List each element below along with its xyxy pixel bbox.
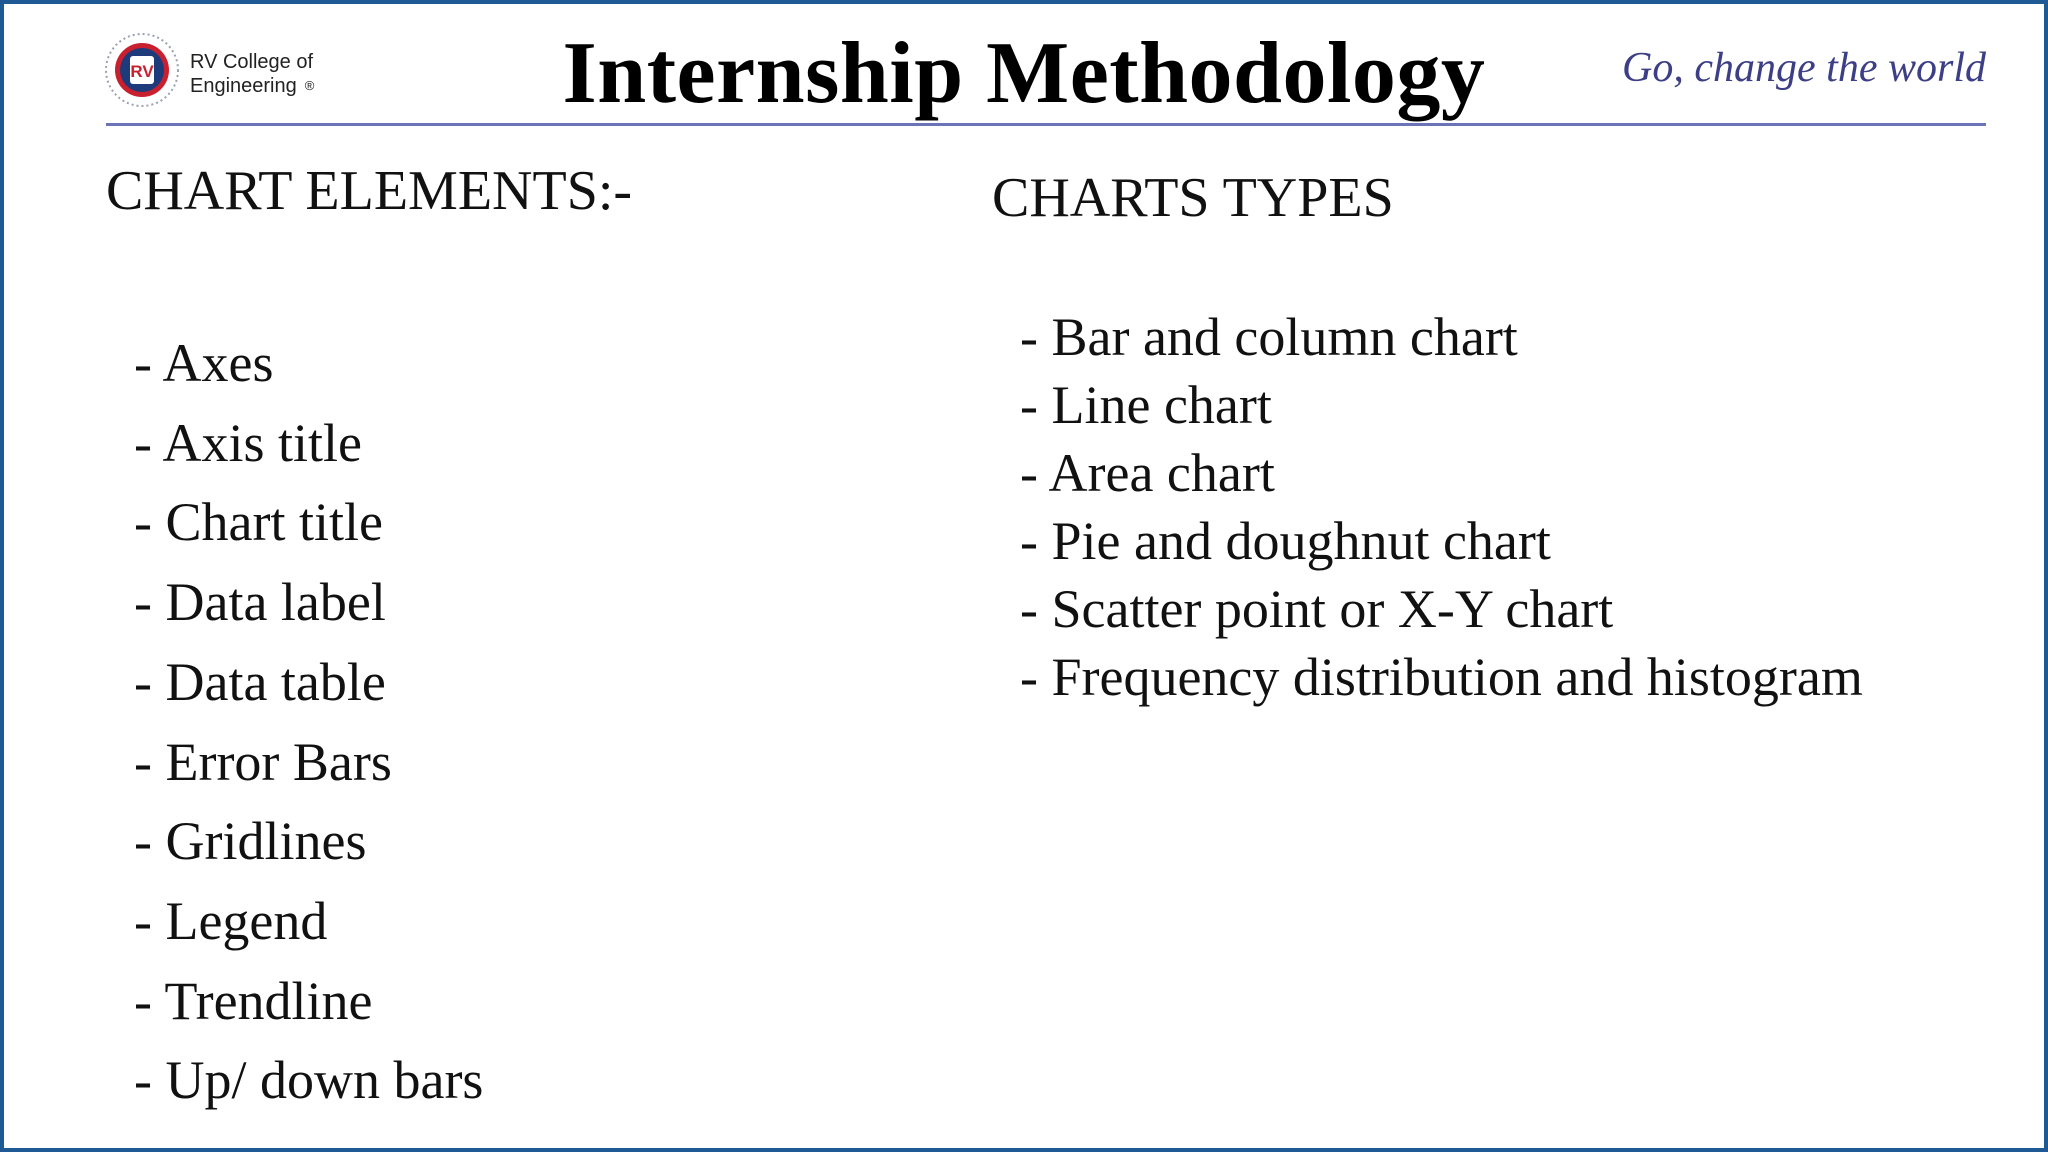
chart-types-heading: CHARTS TYPES [992,167,1394,229]
list-item: - Error Bars [134,731,392,792]
list-item: - Pie and doughnut chart [1020,511,1551,571]
list-item: - Bar and column chart [1020,307,1518,367]
list-item: - Data label [134,572,386,633]
list-item: - Data table [134,651,386,712]
chart-elements-list [106,324,906,1121]
list-item: - Axis title [134,412,362,473]
list-item: - Axes [134,333,274,393]
college-name-line1: RV College of [190,51,314,73]
registered-mark: ® [304,78,315,93]
header-divider [106,123,1986,126]
logo-letters: RV [130,62,154,81]
college-name-line2: Engineering [190,75,297,97]
chart-elements-heading: CHART ELEMENTS:- [106,160,633,222]
list-item: - Legend [134,890,328,951]
list-item: - Scatter point or X-Y chart [1020,579,1614,639]
list-item: - Gridlines [134,811,367,872]
slide-header [4,4,2044,129]
list-item: - Line chart [1020,375,1272,435]
chart-elements-section [106,159,906,1121]
chart-types-section [992,166,1952,711]
slide-title: Internship Methodology [562,25,1486,122]
chart-types-list [992,303,1952,711]
list-item: - Up/ down bars [134,1050,484,1111]
list-item: - Chart title [134,492,383,553]
list-item: - Area chart [1020,443,1275,503]
tagline: Go, change the world [1622,45,1986,91]
list-item: - Frequency distribution and histogram [1020,647,1863,707]
list-item: - Trendline [134,970,373,1031]
